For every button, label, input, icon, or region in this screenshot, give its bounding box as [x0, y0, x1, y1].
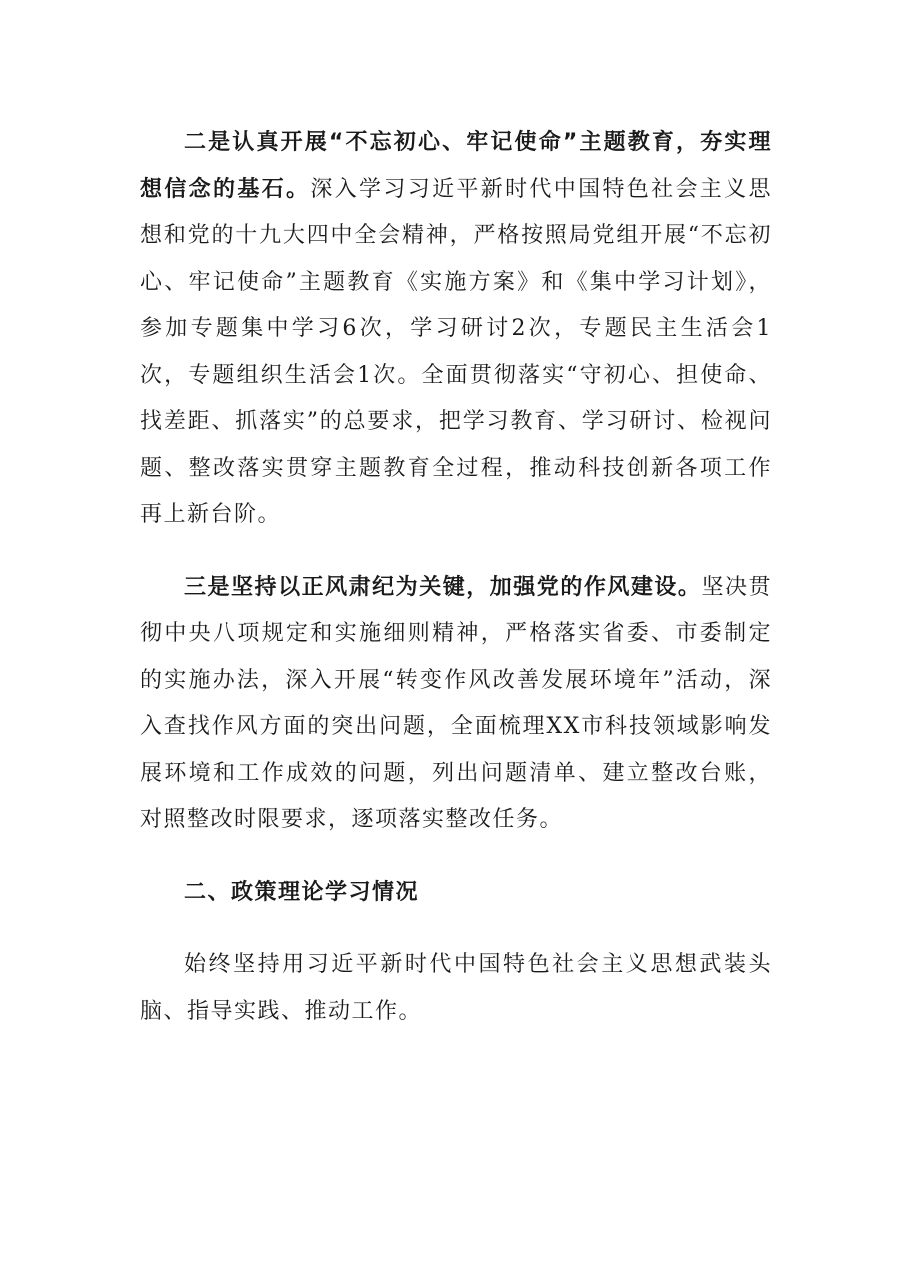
- paragraph-work-style: [140, 565, 772, 844]
- paragraph-lead-bold: 二是认真开展“不忘初心、牢记使命”主题教育，夯实理想信念的基石。: [140, 130, 772, 202]
- paragraph-body-text: 坚决贯彻中央八项规定和实施细则精神，严格落实省委、市委制定的实施办法，深入开展“转变作风改善发展环境年”活动，深入查找作风方面的突出问题，全面梳理XX市科技领域影响发展环境和工作成效的问题，列出问题清单、建立整改台账，对照整改时限要求，逐项落实整改任务。: [140, 574, 772, 832]
- paragraph-body-text: 深入学习习近平新时代中国特色社会主义思想和党的十九大四中全会精神，严格按照局党组开展“不忘初心、牢记使命”主题教育《实施方案》和《集中学习计划》，参加专题集中学习6次，学习研讨2次，专题民主生活会1次，专题组织生活会1次。全面贯彻落实“守初心、担使命、找差距、抓落实”的总要求，把学习教育、学习研讨、检视问题、整改落实贯穿主题教育全过程，推动科技创新各项工作再上新台阶。: [140, 176, 772, 527]
- paragraph-theme-education: [140, 120, 772, 539]
- paragraph-policy-study: [140, 942, 772, 1035]
- section-heading: 二、政策理论学习情况: [184, 879, 420, 905]
- document-body: [140, 120, 772, 1035]
- paragraph-lead-bold: 三是坚持以正风肃纪为关键，加强党的作风建设。: [184, 574, 702, 600]
- paragraph-body-text: 始终坚持用习近平新时代中国特色社会主义思想武装头脑、指导实践、推动工作。: [140, 952, 772, 1024]
